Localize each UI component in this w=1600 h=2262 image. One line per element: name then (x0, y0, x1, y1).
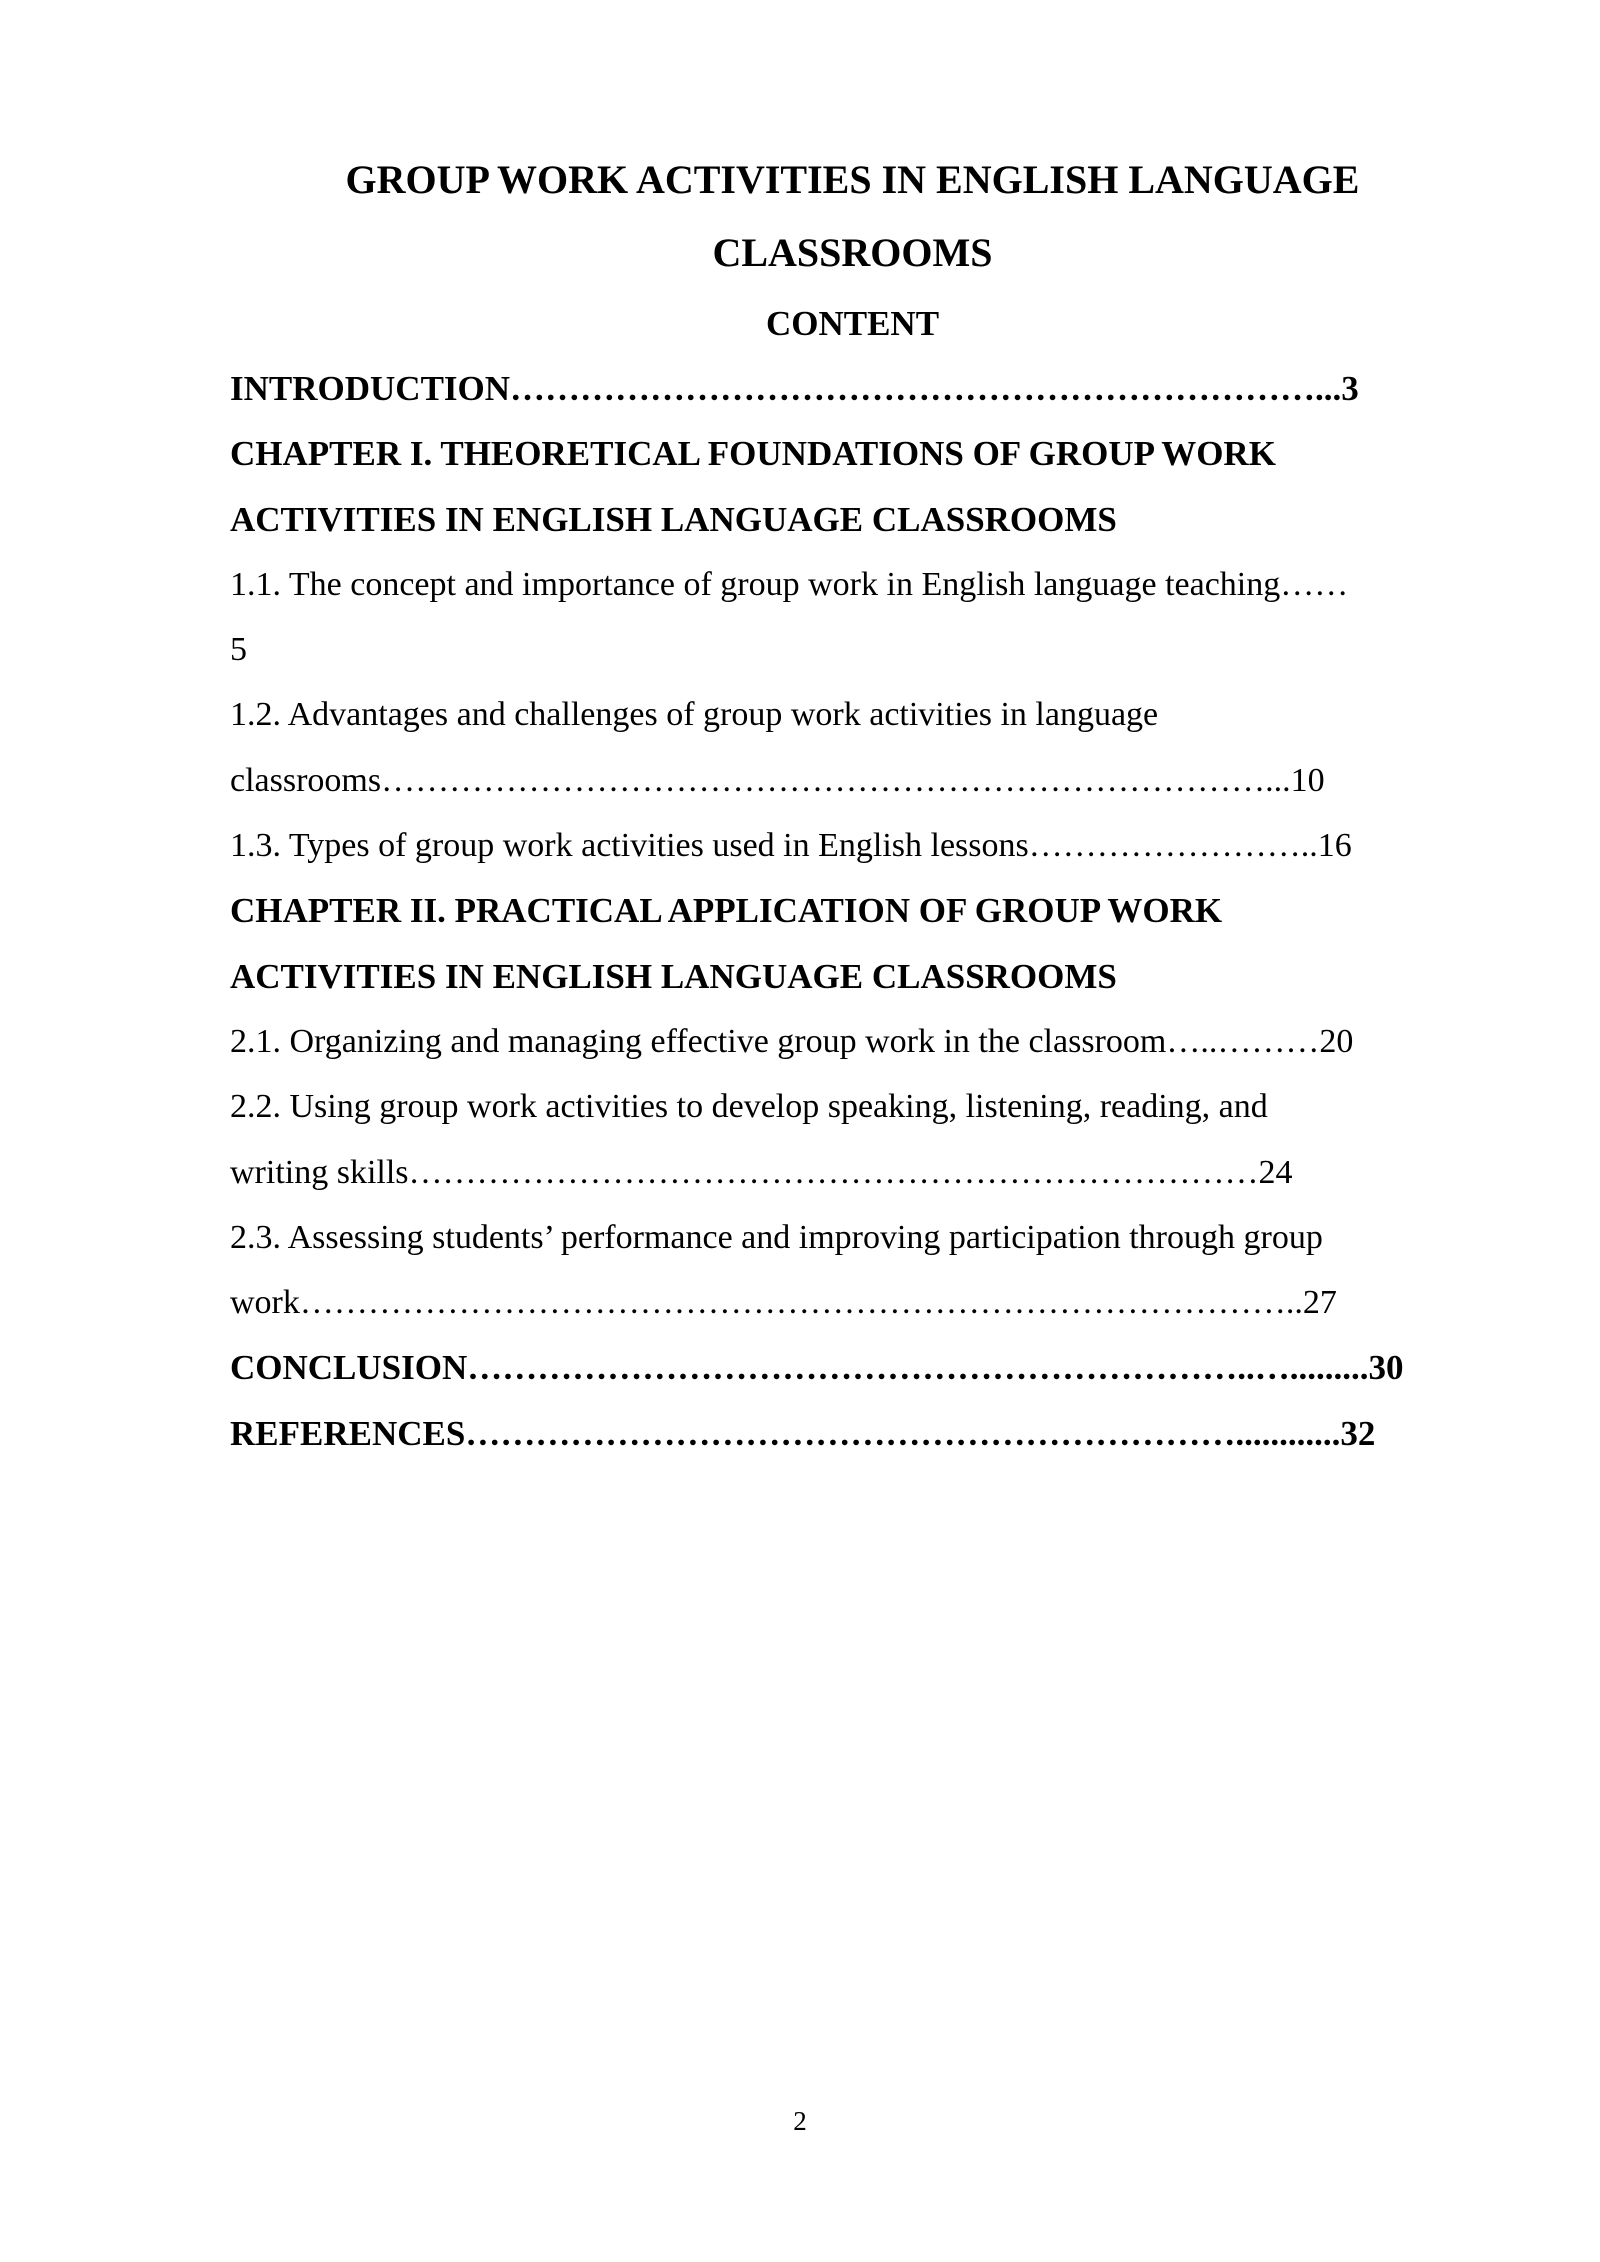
table-of-contents (230, 369, 1495, 1482)
toc-line: writing skills…………………………………………………………………24 (230, 1153, 1293, 1191)
toc-line: ACTIVITIES IN ENGLISH LANGUAGE CLASSROOMS (230, 956, 1117, 996)
toc-line: 2.1. Organizing and managing effective group work in the classroom…..………20 (230, 1022, 1354, 1060)
document-title-line-2: CLASSROOMS (712, 230, 993, 275)
toc-line: classrooms……………………………………………………………………...10 (230, 761, 1325, 799)
toc-line: CHAPTER II. PRACTICAL APPLICATION OF GROUP WORK (230, 891, 1223, 931)
toc-line: ACTIVITIES IN ENGLISH LANGUAGE CLASSROOMS (230, 499, 1117, 539)
toc-line: work……………………………………………………………………………..27 (230, 1284, 1337, 1322)
toc-line: 1.2. Advantages and challenges of group work activities in language (230, 696, 1159, 734)
toc-line: 1.3. Types of group work activities used in English lessons……………………..16 (230, 827, 1352, 865)
toc-line: 1.1. The concept and importance of group work in English language teaching…… (230, 565, 1349, 603)
toc-line: REFERENCES…………………………………………………………............32 (230, 1413, 1376, 1453)
toc-line: CHAPTER I. THEORETICAL FOUNDATIONS OF GROUP WORK (230, 434, 1276, 474)
toc-line: INTRODUCTION……………………………………………………………...3 (230, 369, 1359, 408)
page-number: 2 (793, 2106, 807, 2136)
toc-line: CONCLUSION…………………………………………………………..….........30 (230, 1348, 1404, 1388)
content-heading: CONTENT (765, 304, 940, 343)
toc-line: 2.2. Using group work activities to develop speaking, listening, reading, and (230, 1088, 1268, 1126)
toc-line: 5 (230, 631, 247, 669)
toc-line: 2.3. Assessing students’ performance and improving participation through group (230, 1218, 1323, 1256)
document-title-line-1: GROUP WORK ACTIVITIES IN ENGLISH LANGUAGE (345, 157, 1360, 202)
